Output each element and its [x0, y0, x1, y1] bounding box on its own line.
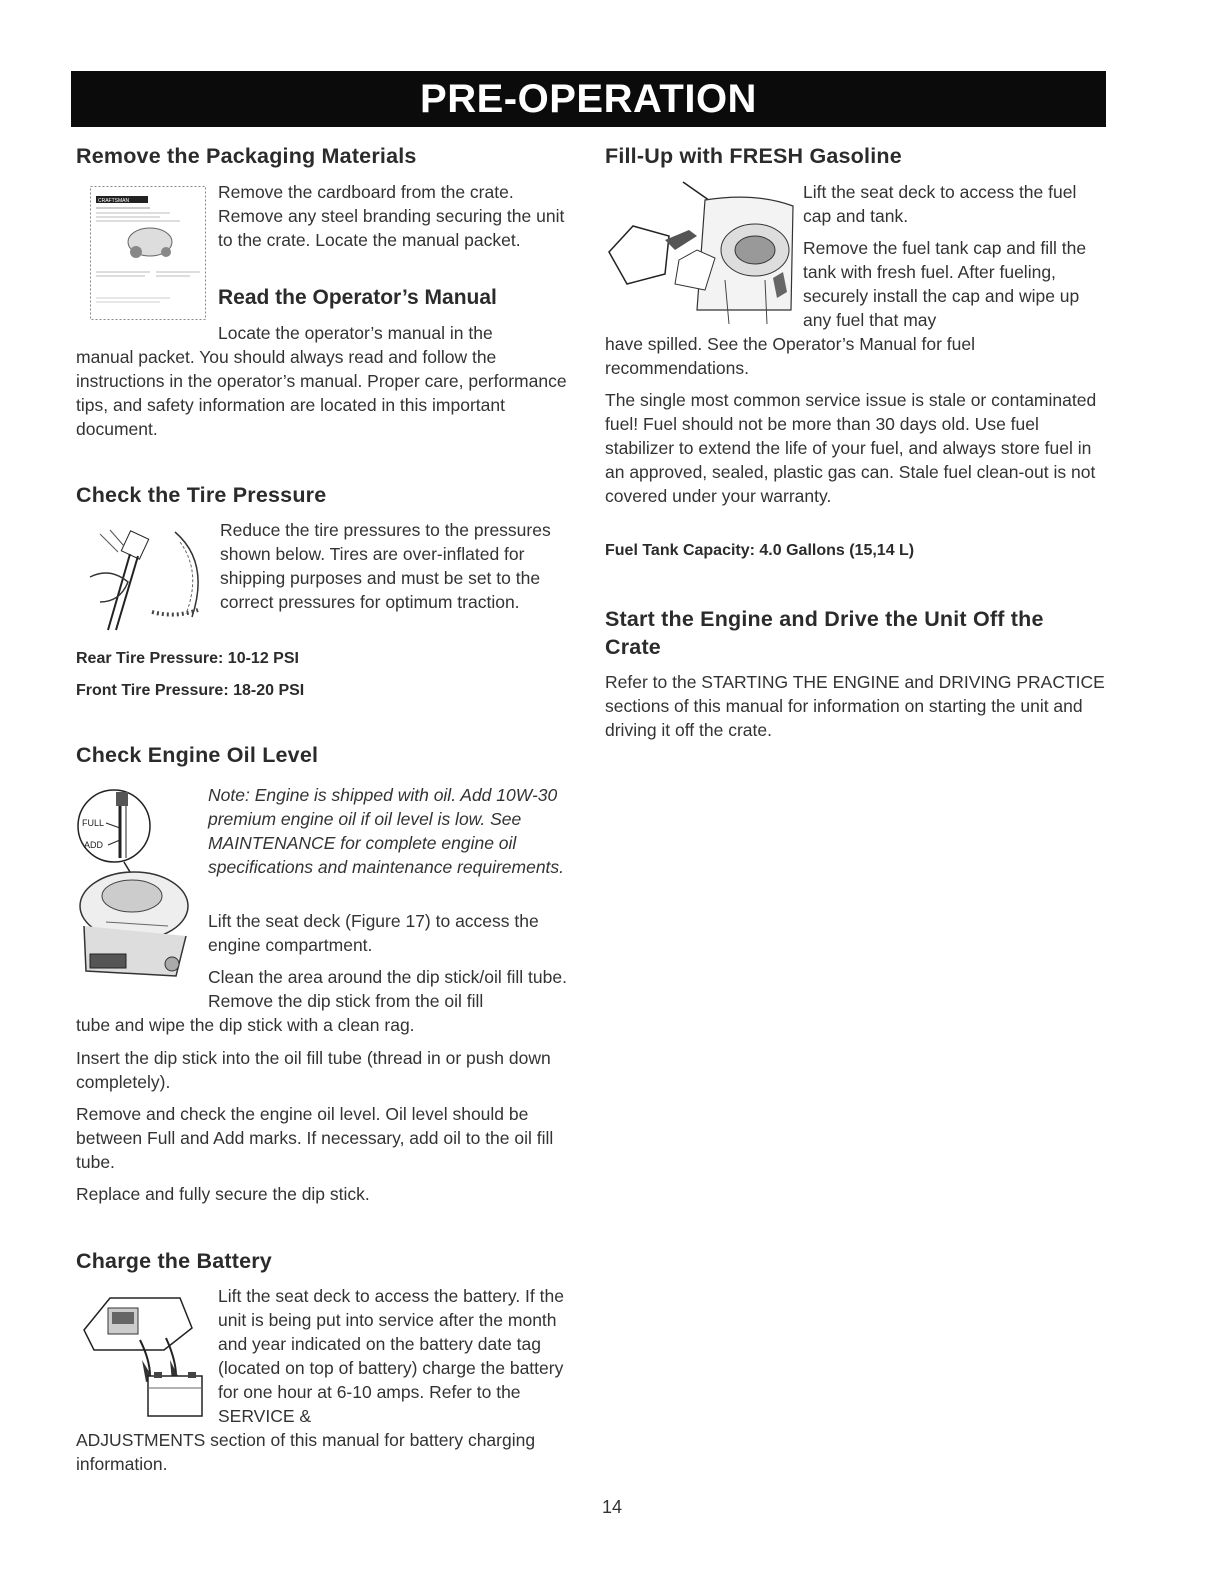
oil-p5: Replace and fully secure the dip stick.	[76, 1184, 370, 1204]
packaging-body: Remove the cardboard from the crate. Remove any steel branding securing the unit to the crate. Locate the manual packet.	[218, 182, 565, 250]
fuel-p3: The single most common service issue is stale or contaminated fuel! Fuel should not be more than 30 days old. Use fuel stabilizer to extend the life of your fuel, and always store fuel in an approved, sealed, plastic gas can. Stale fuel clean-out is not covered under your warranty.	[605, 390, 1097, 506]
oil-replace	[76, 1182, 576, 1206]
heading-remove-packaging: Remove the Packaging Materials	[76, 144, 417, 168]
fuel-stale-text	[605, 388, 1110, 508]
fuel-tank-capacity: Fuel Tank Capacity: 4.0 Gallons (15,14 L)	[605, 542, 915, 559]
tire-body: Reduce the tire pressures to the pressures shown below. Tires are over-inflated for shipping purposes and must be set to the correct pressures for optimum traction.	[220, 520, 551, 612]
oil-p2-rest: tube and wipe the dip stick with a clean rag.	[76, 1015, 415, 1035]
fuel-p2-wrap: Remove the fuel tank cap and fill the tank with fresh fuel. After fueling, securely install the cap and wipe up any fuel that may	[803, 238, 1087, 330]
battery-body-wrap: Lift the seat deck to access the battery. If the unit is being put into service after the month and year indicated on the battery date tag (located on top of battery) charge the battery for one hour at 6-10 amps. Refer to the SERVICE &	[218, 1286, 564, 1426]
manual-text	[76, 321, 576, 441]
start-body: Refer to the STARTING THE ENGINE and DRIVING PRACTICE sections of this manual for information on starting the unit and driving it off the crate.	[605, 672, 1105, 740]
heading-read-manual: Read the Operator’s Manual	[218, 286, 497, 309]
page-number: 14	[601, 1497, 623, 1517]
oil-insert	[76, 1046, 576, 1094]
battery-text-rest	[76, 1428, 576, 1476]
oil-lift-deck	[208, 909, 578, 957]
heading-start-engine: Start the Engine and Drive the Unit Off the Crate	[605, 607, 1044, 659]
section-title-banner: PRE-OPERATION	[71, 71, 1106, 127]
rear-tire-pressure: Rear Tire Pressure: 10-12 PSI	[76, 650, 299, 667]
oil-p3: Insert the dip stick into the oil fill tube (thread in or push down completely).	[76, 1048, 551, 1092]
fuel-lift-text	[803, 180, 1108, 228]
oil-p1: Lift the seat deck (Figure 17) to access the engine compartment.	[208, 911, 539, 955]
fuel-p2-rest: have spilled. See the Operator’s Manual for fuel recommendations.	[605, 334, 975, 378]
fuel-can-figure	[605, 180, 797, 326]
manual-cover-figure	[90, 186, 206, 320]
fuel-remove-cap-text	[803, 236, 1108, 332]
fuel-spill-text	[605, 332, 1110, 380]
oil-p2-first: Clean the area around the dip stick/oil fill tube. Remove the dip stick from the oil fill	[208, 967, 567, 1011]
battery-charger-figure	[80, 1290, 212, 1422]
battery-text	[218, 1284, 578, 1428]
tire-text	[220, 518, 578, 614]
oil-check	[76, 1102, 576, 1174]
battery-body-rest: ADJUSTMENTS section of this manual for battery charging information.	[76, 1430, 536, 1474]
oil-add-label: ADD	[84, 840, 104, 850]
oil-note	[208, 783, 578, 879]
heading-engine-oil: Check Engine Oil Level	[76, 743, 319, 767]
manual-body-rest: manual packet. You should always read and follow the instructions in the operator’s manual. Proper care, performance tips, and safety information are located in this important document.	[76, 347, 567, 439]
heading-fill-gasoline: Fill-Up with FRESH Gasoline	[605, 144, 902, 168]
tire-gauge-figure	[80, 522, 210, 634]
oil-full-label: FULL	[82, 818, 105, 828]
start-engine-text	[605, 670, 1110, 742]
heading-tire-pressure: Check the Tire Pressure	[76, 483, 327, 507]
manual-brand-text: CRAFTSMAN	[98, 198, 130, 204]
oil-note-text: Note: Engine is shipped with oil. Add 10W-30 premium engine oil if oil level is low. See MAINTENANCE for complete engine oil specifications and maintenance requirements.	[208, 785, 565, 877]
oil-clean-area	[76, 965, 576, 1037]
packaging-text	[218, 180, 578, 252]
front-tire-pressure: Front Tire Pressure: 18-20 PSI	[76, 682, 305, 699]
fuel-p1: Lift the seat deck to access the fuel cap and tank.	[803, 182, 1077, 226]
heading-charge-battery: Charge the Battery	[76, 1249, 272, 1273]
manual-body-first: Locate the operator’s manual in the	[218, 323, 493, 343]
oil-p4: Remove and check the engine oil level. Oil level should be between Full and Add marks. If necessary, add oil to the oil fill tube.	[76, 1104, 554, 1172]
